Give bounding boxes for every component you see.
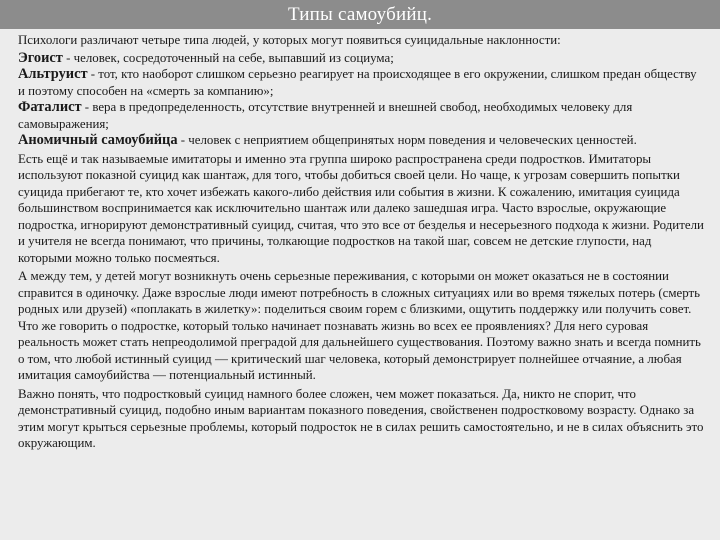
type-description: - тот, кто наоборот слишком серьезно реагирует на происходящее в его окружении, слишком предан обществу и поэтому способен на «смерть за компанию»; — [18, 67, 697, 98]
type-item-altruist — [18, 66, 704, 99]
type-item-fatalist — [18, 99, 704, 132]
type-item-egoist — [18, 50, 704, 67]
intro-text: Психологи различают четыре типа людей, у которых могут появиться суицидальные наклонности: — [18, 33, 561, 47]
paragraph-imitators: Есть ещё и так называемые имитаторы и именно эта группа широко распространена среди подростков. Имитаторы используют показной суицид как шантаж, для того, чтобы добиться своей цели. Но чаще, к угрозам совершить попытки суицида прибегают те, кто хочет избежать какого-либо действия или события в жизни. К сожалению, имитация суицида большинством воспринимается как исключительно шантаж или далеко зашедшая игра. Часто взрослые, окружающие подростка, игнорируют демонстративный суицид, считая, что это все от безделья и несерьезного подхода к жизни. Родители и учителя не всегда понимают, что причины, толкающие подростков на такой шаг, совсем не детские глупости, над которыми можно только посмеяться. — [18, 151, 704, 265]
type-term: Эгоист — [18, 49, 63, 66]
type-description: - человек, сосредоточенный на себе, выпавший из социума; — [62, 50, 394, 65]
type-description: - человек с неприятием общепринятых норм поведения и человеческих ценностей. — [177, 133, 637, 147]
type-description: - вера в предопределенность, отсутствие внутренней и внешней свобод, необходимых человеку для самовыражения; — [18, 100, 633, 131]
type-term: Фаталист — [18, 99, 82, 115]
paragraph-conclusion: Важно понять, что подростковый суицид намного более сложен, чем может показаться. Да, никто не спорит, что демонстративный суицид, подобно иным вариантам показного поведения, свойственен подростковому возрасту. Однако за этим могут крыться серьезные проблемы, который подросток не в силах решить самостоятельно, и не в силах объяснить это окружающим. — [18, 386, 704, 450]
title-bar — [0, 0, 720, 29]
type-item-anomic — [18, 132, 704, 149]
paragraph-experiences: А между тем, у детей могут возникнуть очень серьезные переживания, с которыми он может оказаться не в состоянии справится в одиночку. Даже взрослые люди имеют потребность в сложных ситуациях или во время тяжелых потерь (смерть родных или друзей) «поплакать в жилетку»: поделиться своим горем с близкими, ощутить поддержку или получить совет. Что же говорить о подростке, который только начинает познавать жизнь во всех ее проявлениях? Для него суровая реальность может стать непреодолимой преградой для дальнейшего существования. Поэтому важно знать и всегда помнить о том, что любой истинный суицид — критический шаг человека, который демонстрирует полнейшее отчаяние, а любая имитация самоубийства — потенциальный истинный. — [18, 269, 701, 382]
type-term: Альтруист — [18, 66, 88, 82]
type-term: Аномичный самоубийца — [18, 132, 178, 148]
slide-content — [18, 32, 704, 452]
slide-title: Типы самоубийц. — [287, 3, 433, 25]
